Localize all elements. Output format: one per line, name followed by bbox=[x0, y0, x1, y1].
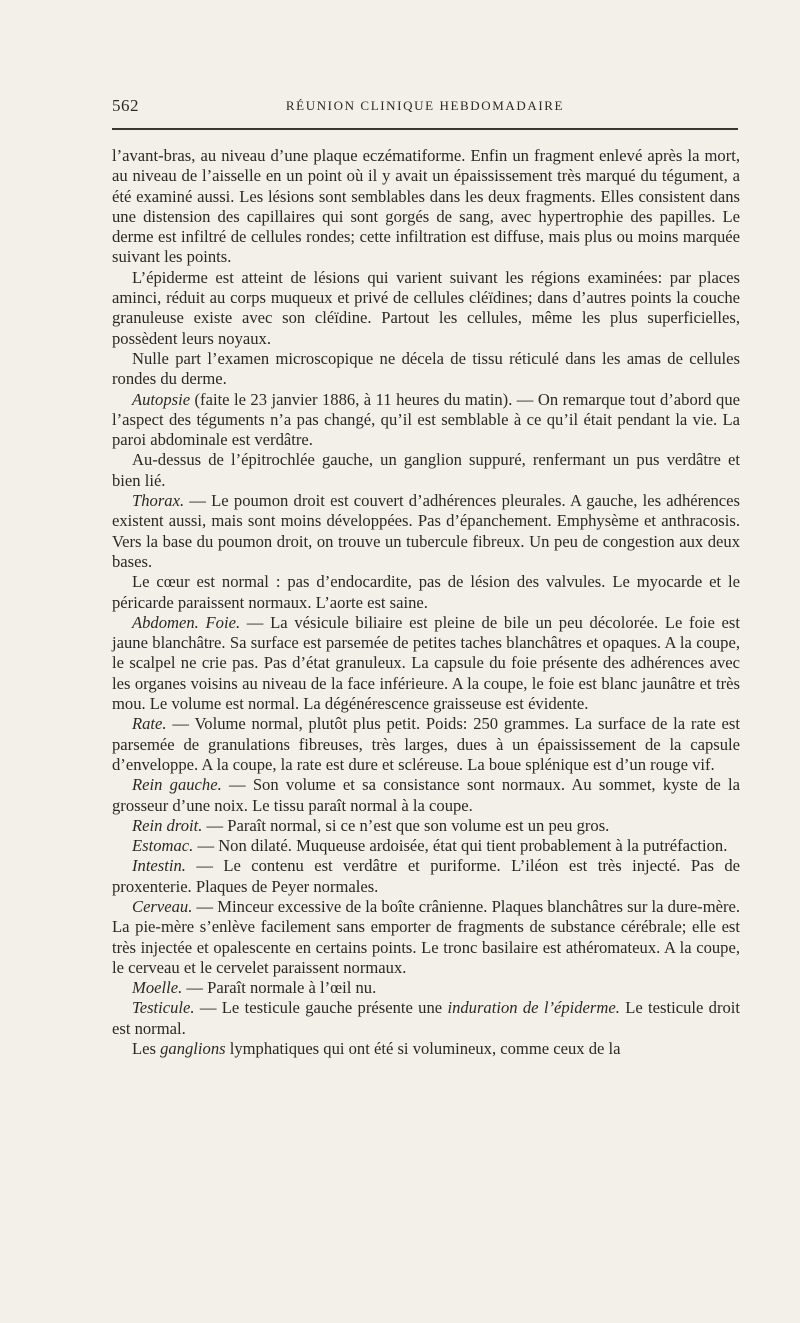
body-text bbox=[112, 146, 740, 1059]
section-lead: Intestin. bbox=[132, 856, 186, 876]
paragraph bbox=[112, 998, 740, 1039]
page-header bbox=[112, 96, 738, 120]
paragraph bbox=[112, 978, 740, 998]
paragraph-text: — La vésicule biliaire est pleine de bile un peu décolorée. Le foie est jaune blanchâtre. Sa surface est parsemée de petites taches blanchâtres et opaques. A la coupe, le scalpel ne crie pas. Pas d’état granuleux. La capsule du foie présente des adhérences avec les organes voisins au niveau de la face inférieure. A la coupe, le foie est blanc jaunâtre et très mou. Le volume est normal. La dégénérescence graisseuse est évidente. bbox=[112, 612, 740, 714]
paragraph bbox=[112, 775, 740, 816]
paragraph-text: — Non dilaté. Muqueuse ardoisée, état qui tient probablement à la putréfaction. bbox=[193, 836, 728, 856]
section-lead: Rate. bbox=[132, 714, 167, 734]
section-lead: Moelle. bbox=[132, 978, 183, 998]
paragraph bbox=[112, 390, 740, 451]
paragraph-text: — Le contenu est verdâtre et puriforme. L’iléon est très injecté. Pas de proxenterie. Plaques de Peyer normales. bbox=[112, 856, 740, 896]
running-title: RÉUNION CLINIQUE HEBDOMADAIRE bbox=[285, 98, 565, 113]
section-lead: Rein droit. bbox=[132, 815, 203, 835]
paragraph-text: L’épiderme est atteint de lésions qui varient suivant les régions examinées: par places aminci, réduit au corps muqueux et privé de cellules cléïdines; dans d’autres points la couche granuleuse existe avec son cléïdine. Partout les cellules, même les plus superficielles, possèdent leurs noyaux. bbox=[112, 267, 740, 348]
paragraph bbox=[112, 450, 740, 491]
paragraph bbox=[112, 856, 740, 897]
paragraph-text: — Paraît normal, si ce n’est que son volume est un peu gros. bbox=[202, 815, 610, 835]
section-lead: Rein gauche. bbox=[132, 775, 222, 795]
section-lead: Autopsie bbox=[132, 389, 191, 409]
page-number: 562 bbox=[112, 96, 139, 115]
paragraph bbox=[112, 714, 740, 775]
paragraph bbox=[112, 491, 740, 572]
paragraph-text: Les bbox=[132, 1039, 161, 1059]
paragraph bbox=[112, 1039, 740, 1059]
paragraph bbox=[112, 836, 740, 856]
paragraph bbox=[112, 897, 740, 978]
paragraph bbox=[112, 146, 740, 268]
paragraph-text-tail: lymphatiques qui ont été si volumineux, comme ceux de la bbox=[225, 1039, 621, 1059]
section-lead: Thorax. bbox=[132, 491, 185, 511]
emphasis: induration de l’épiderme. bbox=[447, 998, 620, 1018]
section-lead: Testicule. bbox=[132, 998, 195, 1018]
paragraph-text-tail: Le testicule droit est normal. bbox=[112, 998, 741, 1038]
paragraph bbox=[112, 268, 740, 349]
paragraph bbox=[112, 572, 740, 613]
section-lead: Abdomen. Foie. bbox=[132, 612, 241, 632]
emphasis: ganglions bbox=[160, 1039, 226, 1059]
paragraph-text: Nulle part l’examen microscopique ne décela de tissu réticulé dans les amas de cellules rondes du derme. bbox=[112, 348, 740, 389]
paragraph-text: Au-dessus de l’épitrochlée gauche, un ganglion suppuré, renfermant un pus verdâtre et bien lié. bbox=[112, 450, 740, 490]
paragraph-text: — Le poumon droit est couvert d’adhérences pleurales. A gauche, les adhérences existent aussi, mais sont moins développées. Pas d’épanchement. Emphysème et anthracosis. Vers la base du poumon droit, on trouve un tubercule fibreux. Un peu de congestion aux deux bases. bbox=[112, 491, 740, 571]
paragraph-text: — Le testicule gauche présente une bbox=[194, 998, 448, 1018]
paragraph-text: l’avant-bras, au niveau d’une plaque eczématiforme. Enfin un fragment enlevé après la mort, au niveau de l’aisselle en un point où il y avait un épaississement très marqué du tégument, a été examiné aussi. Les lésions sont semblables dans les deux fragments. Elles consistent dans une distension des capillaires qui sont gorgés de sang, avec hypertrophie des papilles. Le derme est infiltré de cellules rondes; cette infiltration est diffuse, mais plus ou moins marquée suivant les points. bbox=[112, 146, 740, 267]
paragraph-text: — Son volume et sa consistance sont normaux. Au sommet, kyste de la grosseur d’une noix. Le tissu paraît normal à la coupe. bbox=[112, 775, 741, 815]
paragraph-text: — Volume normal, plutôt plus petit. Poids: 250 grammes. La surface de la rate est parsemée de granulations fibreuses, très larges, dues à un épaississement de la capsule d’enveloppe. A la coupe, la rate est dure et scléreuse. La boue splénique est d’un rouge vif. bbox=[112, 714, 740, 774]
header-rule bbox=[112, 128, 738, 130]
paragraph-text: — Paraît normale à l’œil nu. bbox=[182, 978, 377, 998]
section-lead: Estomac. bbox=[132, 836, 194, 856]
paragraph-text: (faite le 23 janvier 1886, à 11 heures du matin). — On remarque tout d’abord que l’aspect des téguments n’a pas changé, qu’il est semblable à ce qu’il était pendant la vie. La paroi abdominale est verdâtre. bbox=[112, 389, 740, 450]
paragraph-text: — Minceur excessive de la boîte crânienne. Plaques blanchâtres sur la dure-mère. La pie-mère s’enlève facilement sans emporter de fragments de substance cérébrale; elle est très injectée et opalescente en certains points. Le tronc basilaire est athéromateux. A la coupe, le cerveau et le cervelet paraissent normaux. bbox=[112, 896, 740, 977]
paragraph bbox=[112, 349, 740, 390]
paragraph-text: Le cœur est normal : pas d’endocardite, pas de lésion des valvules. Le myocarde et le péricarde paraissent normaux. L’aorte est saine. bbox=[112, 572, 740, 612]
paragraph bbox=[112, 816, 740, 836]
paragraph bbox=[112, 613, 740, 714]
section-lead: Cerveau. bbox=[132, 896, 193, 916]
